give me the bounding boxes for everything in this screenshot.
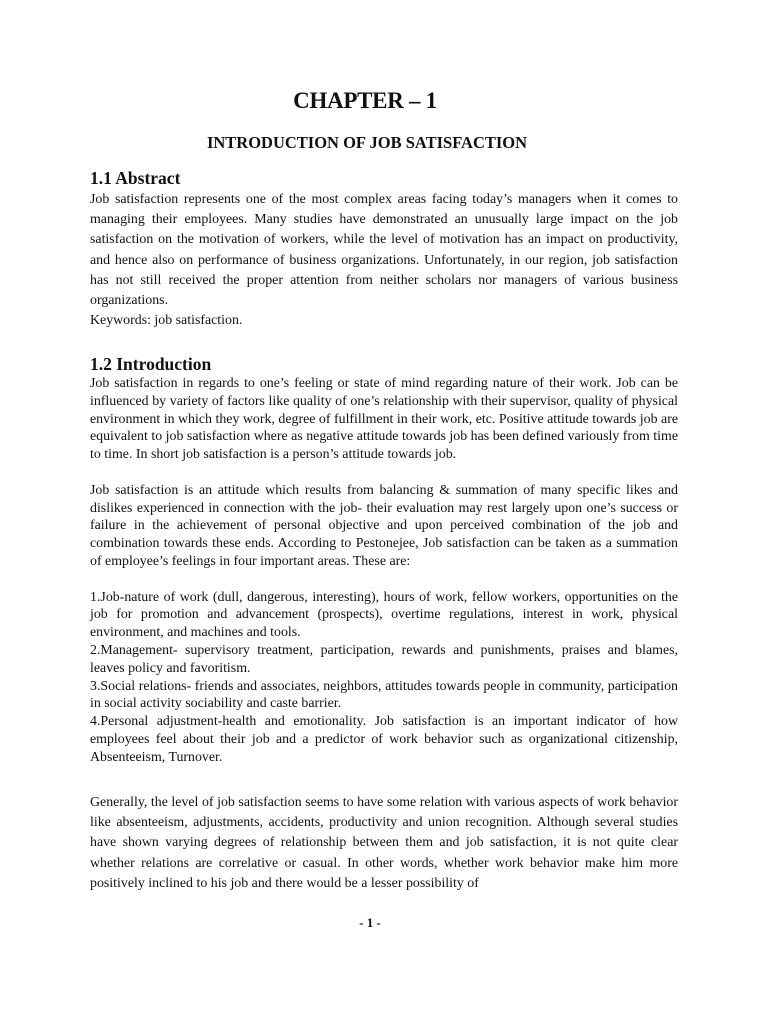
intro-paragraph-3-section (90, 793, 678, 894)
intro-paragraph-3: Generally, the level of job satisfaction seems to have some relation with various aspects of work behavior like absenteeism, adjustments, accidents, productivity and union recognition. Although several studies have shown varying degrees of relationship between them and job satisfaction, it is not quite clear whether relations are correlative or casual. In other words, whether work behavior make him more positively inclined to his job and there would be a lesser possibility of (90, 795, 678, 891)
abstract-section (90, 190, 678, 331)
list-item-management: 2.Management- supervisory treatment, participation, rewards and punishments, praises and blames, leaves policy and favoritism. (90, 642, 678, 676)
intro-paragraph-2: Job satisfaction is an attitude which results from balancing & summation of many specific likes and dislikes experienced in connection with the job- their evaluation may rest largely upon one’s success or failure in the achievement of personal objective and upon perceived combination of the job and combination towards these ends. According to Pestonejee, Job satisfaction can be taken as a summation of employee’s feelings in four important areas. These are: (90, 482, 678, 569)
list-item-social: 3.Social relations- friends and associates, neighbors, attitudes towards people in community, participation in social activity sociability and caste barrier. (90, 678, 678, 712)
chapter-title: CHAPTER – 1 (293, 88, 437, 113)
introduction-section (90, 375, 678, 767)
abstract-body: Job satisfaction represents one of the most complex areas facing today’s managers when it comes to managing their employees. Many studies have demonstrated an unusually large impact on the job satisfaction on the motivation of workers, while the level of motivation has an impact on productivity, and hence also on performance of business organizations. Unfortunately, in our region, job satisfaction has not still received the proper attention from neither scholars nor managers of various business organizations. (90, 192, 678, 309)
list-item-job: 1.Job-nature of work (dull, dangerous, interesting), hours of work, fellow workers, opportunities on the job for promotion and advancement (prospects), overtime regulations, interest in work, physical environment, and machines and tools. (90, 589, 678, 641)
list-item-personal: 4.Personal adjustment-health and emotionality. Job satisfaction is an important indicator of how employees feel about their job and a predictor of work behavior such as organizational citizenship, Absenteeism, Turnover. (90, 714, 678, 765)
keywords-line: Keywords: job satisfaction. (90, 313, 243, 329)
abstract-heading: 1.1 Abstract (90, 168, 181, 188)
intro-paragraph-1: Job satisfaction in regards to one’s feeling or state of mind regarding nature of their work. Job can be influenced by variety of factors like quality of one’s relationship with their supervisor, quality of physical environment in which they work, degree of fulfillment in their work, etc. Positive attitude towards job are equivalent to job satisfaction where as negative attitude towards job has been defined variously from time to time. In short job satisfaction is a person’s attitude towards job. (90, 376, 678, 463)
page-number: - 1 - (359, 915, 381, 930)
introduction-heading: 1.2 Introduction (90, 354, 212, 374)
chapter-subtitle: INTRODUCTION OF JOB SATISFACTION (206, 133, 528, 152)
